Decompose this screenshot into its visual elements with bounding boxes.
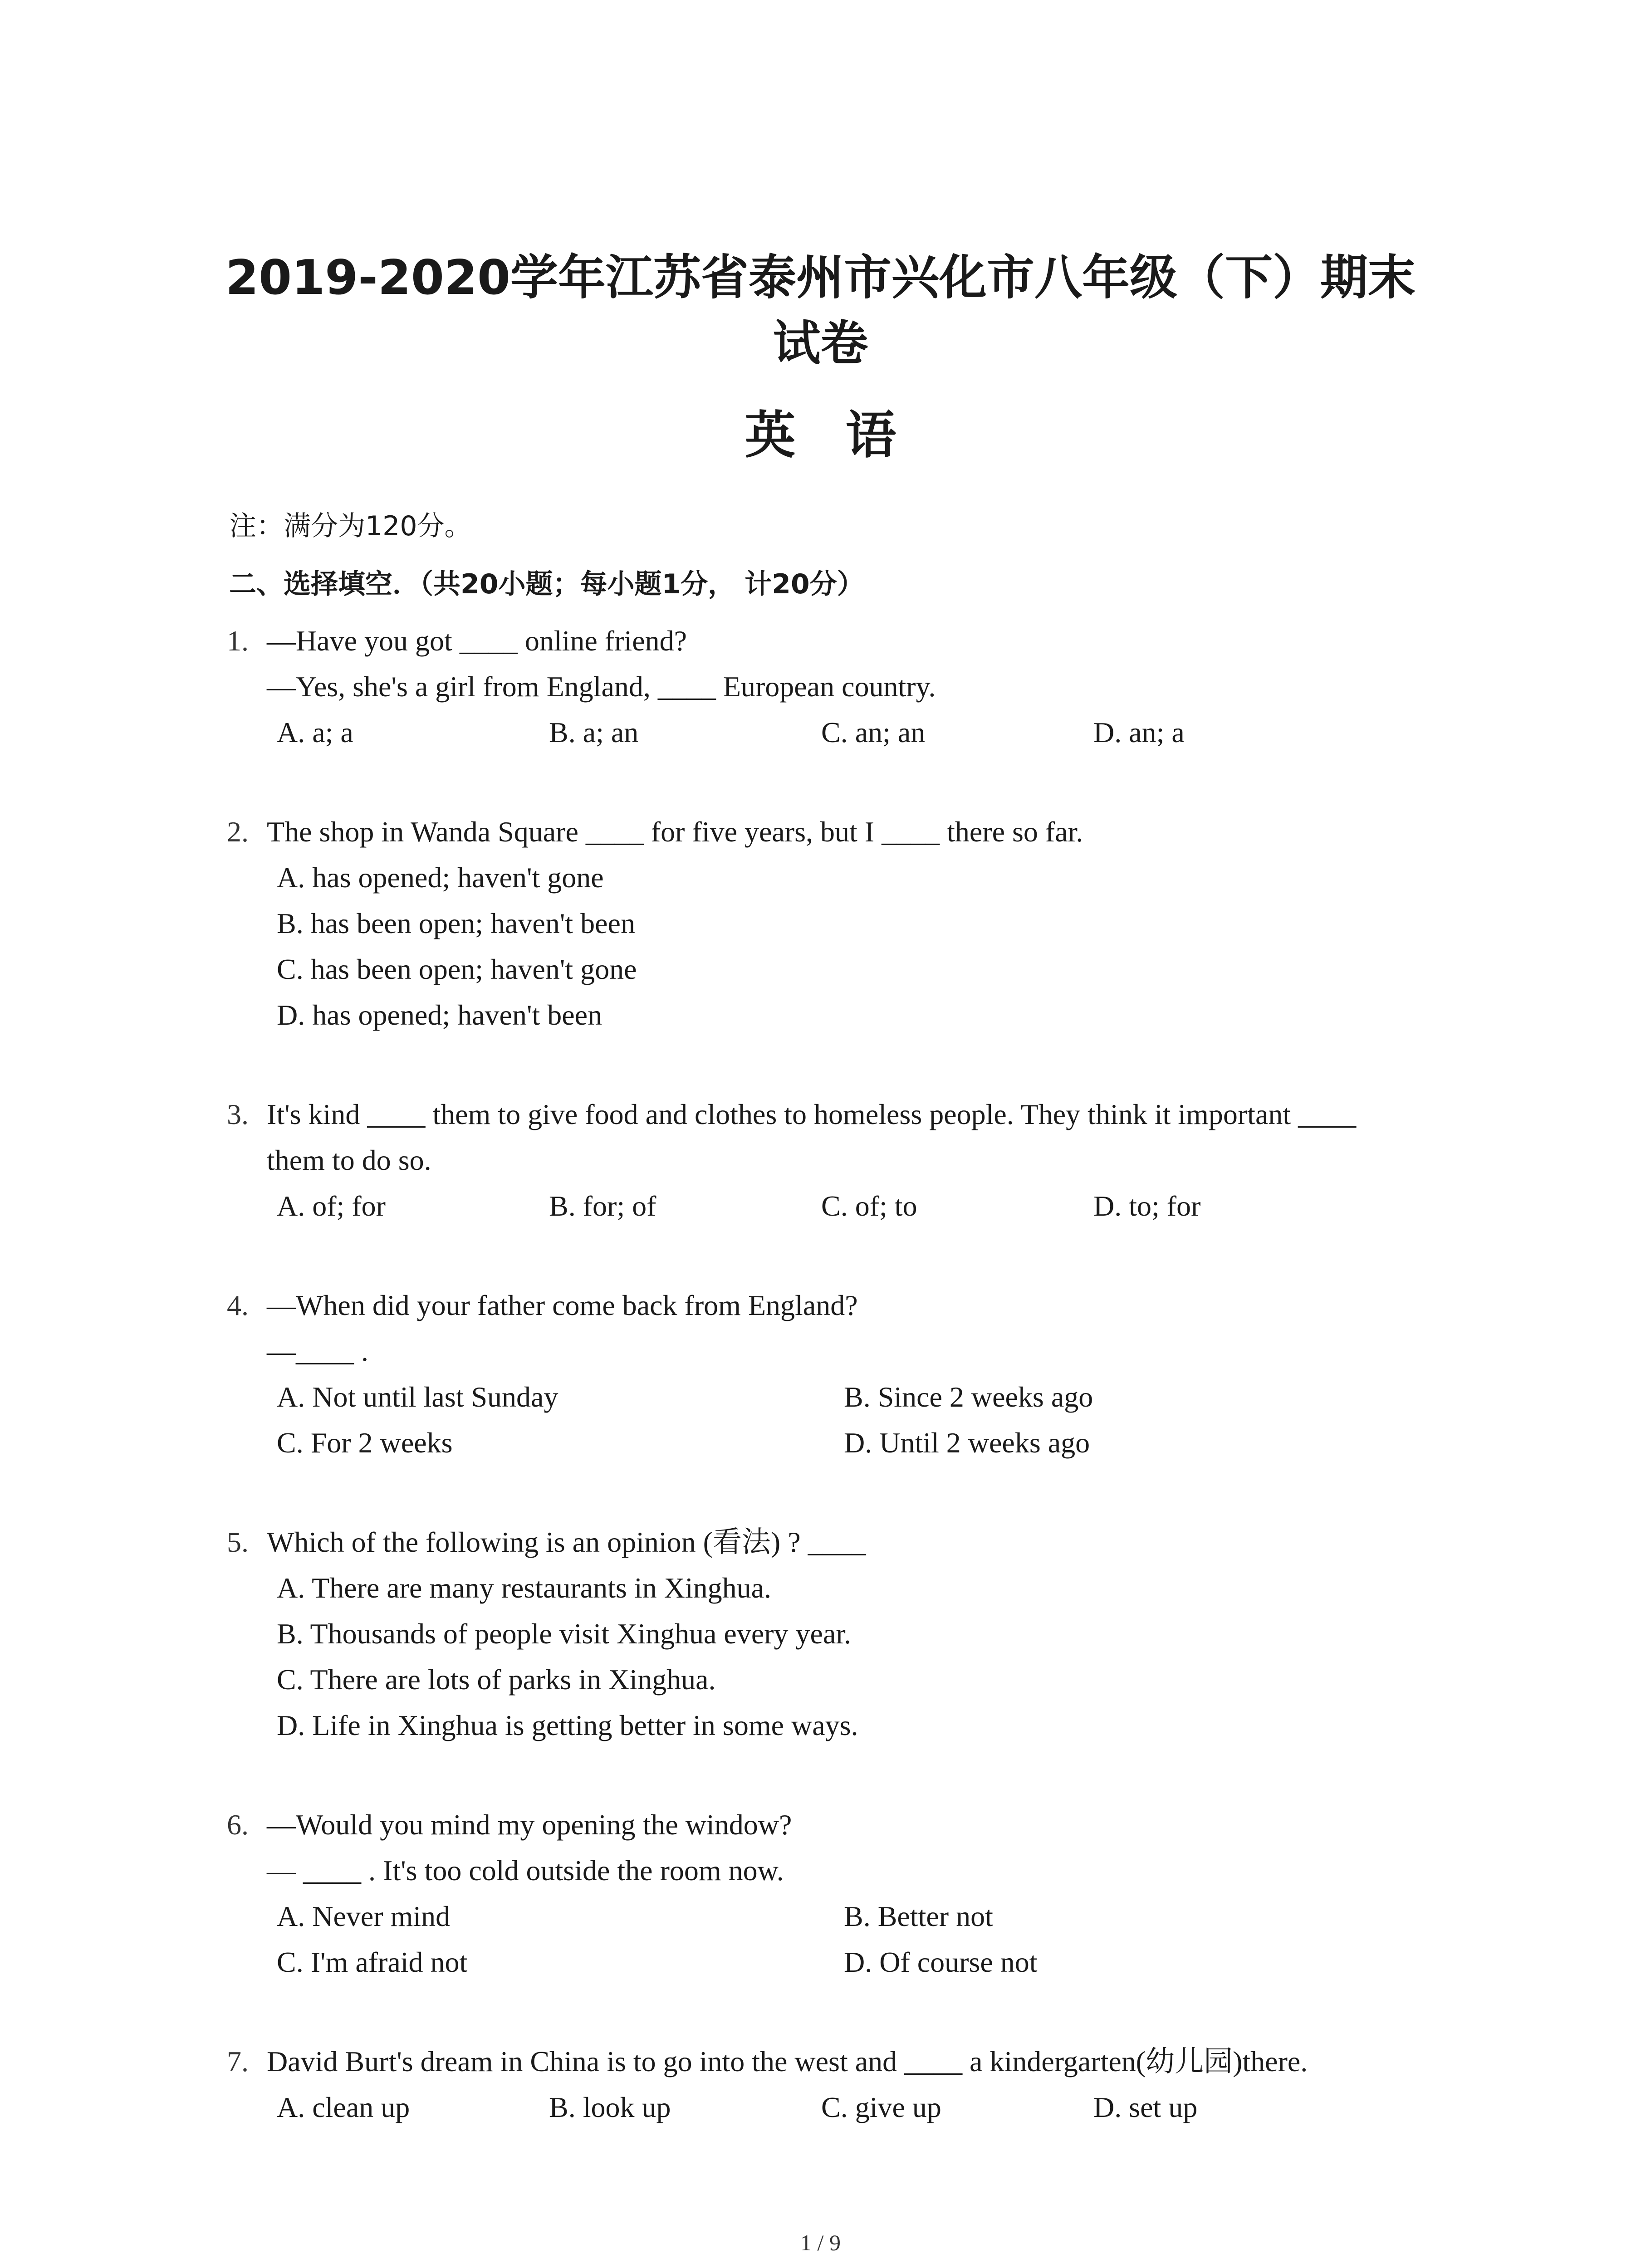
option-b: B. a; an xyxy=(549,716,639,748)
page-number: 1 / 9 xyxy=(800,2230,841,2255)
exam-title xyxy=(0,245,1641,376)
question-number: 3. xyxy=(227,1098,249,1130)
option-b: B. look up xyxy=(549,2091,671,2123)
question-text: —Would you mind my opening the window? xyxy=(267,1809,792,1841)
question-number: 6. xyxy=(227,1809,249,1841)
question-7 xyxy=(227,2038,1452,2130)
option-a: A. There are many restaurants in Xinghua. xyxy=(277,1572,771,1604)
option-a: A. Not until last Sunday xyxy=(277,1381,558,1413)
question-text: — ____ . It's too cold outside the room now. xyxy=(267,1854,784,1887)
option-c: C. I'm afraid not xyxy=(277,1946,468,1978)
option-row xyxy=(227,709,1452,755)
question-text: —Yes, she's a girl from England, ____ European country. xyxy=(267,670,936,703)
option-c: C. has been open; haven't gone xyxy=(277,953,637,985)
option-c: C. There are lots of parks in Xinghua. xyxy=(277,1663,716,1696)
question-6 xyxy=(227,1802,1452,1985)
option-a: A. has opened; haven't gone xyxy=(277,861,604,894)
option-row xyxy=(227,2084,1452,2130)
option-grid xyxy=(227,1374,1452,1466)
option-d: D. has opened; haven't been xyxy=(277,999,603,1031)
question-text: Which of the following is an opinion (看法) ? ____ xyxy=(267,1526,866,1558)
question-3 xyxy=(227,1091,1452,1229)
option-c: C. an; an xyxy=(821,716,926,748)
option-d: D. an; a xyxy=(1093,716,1185,748)
option-list xyxy=(227,855,1452,1038)
option-a: A. clean up xyxy=(277,2091,410,2123)
question-number: 7. xyxy=(227,2045,249,2077)
question-number: 2. xyxy=(227,816,249,848)
option-b: B. Thousands of people visit Xinghua every year. xyxy=(277,1618,852,1650)
option-b: B. has been open; haven't been xyxy=(277,907,635,939)
option-d: D. Of course not xyxy=(844,1946,1038,1978)
question-number: 1. xyxy=(227,625,249,657)
option-b: B. Better not xyxy=(844,1900,993,1932)
question-text: —When did your father come back from England? xyxy=(267,1289,858,1321)
option-b: B. Since 2 weeks ago xyxy=(844,1381,1093,1413)
option-d: D. to; for xyxy=(1093,1190,1201,1222)
title-line-2: 试卷 xyxy=(773,316,868,371)
option-list xyxy=(227,1565,1452,1748)
question-5 xyxy=(227,1519,1452,1748)
question-2 xyxy=(227,809,1452,1038)
question-text: —____ . xyxy=(267,1335,368,1367)
question-1 xyxy=(227,618,1452,755)
option-a: A. Never mind xyxy=(277,1900,451,1932)
option-b: B. for; of xyxy=(549,1190,656,1222)
question-4 xyxy=(227,1282,1452,1466)
option-row xyxy=(227,1183,1452,1229)
subject-heading: 英语 xyxy=(745,406,946,465)
option-grid xyxy=(227,1893,1452,1985)
question-number: 5. xyxy=(227,1526,249,1558)
option-c: C. give up xyxy=(821,2091,941,2123)
option-d: D. set up xyxy=(1093,2091,1198,2123)
option-d: D. Until 2 weeks ago xyxy=(844,1427,1090,1459)
question-list xyxy=(227,618,1452,2184)
question-number: 4. xyxy=(227,1289,249,1321)
question-text: —Have you got ____ online friend? xyxy=(267,625,687,657)
question-text: The shop in Wanda Square ____ for five years, but I ____ there so far. xyxy=(267,816,1083,848)
option-c: C. of; to xyxy=(821,1190,917,1222)
option-a: A. a; a xyxy=(277,716,353,748)
question-text: It's kind ____ them to give food and clothes to homeless people. They think it important ____ xyxy=(267,1098,1357,1130)
question-text: them to do so. xyxy=(267,1144,431,1176)
option-a: A. of; for xyxy=(277,1190,386,1222)
section-heading: 二、选择填空．（共20小题；每小题1分， 计20分） xyxy=(229,568,864,600)
title-line-1: 2019-2020学年江苏省泰州市兴化市八年级（下）期末 xyxy=(225,250,1416,305)
option-d: D. Life in Xinghua is getting better in some ways. xyxy=(277,1709,858,1741)
score-note: 注：满分为120分。 xyxy=(229,510,472,542)
option-c: C. For 2 weeks xyxy=(277,1427,453,1459)
question-text: David Burt's dream in China is to go into the west and ____ a kindergarten(幼儿园)there. xyxy=(267,2045,1308,2077)
